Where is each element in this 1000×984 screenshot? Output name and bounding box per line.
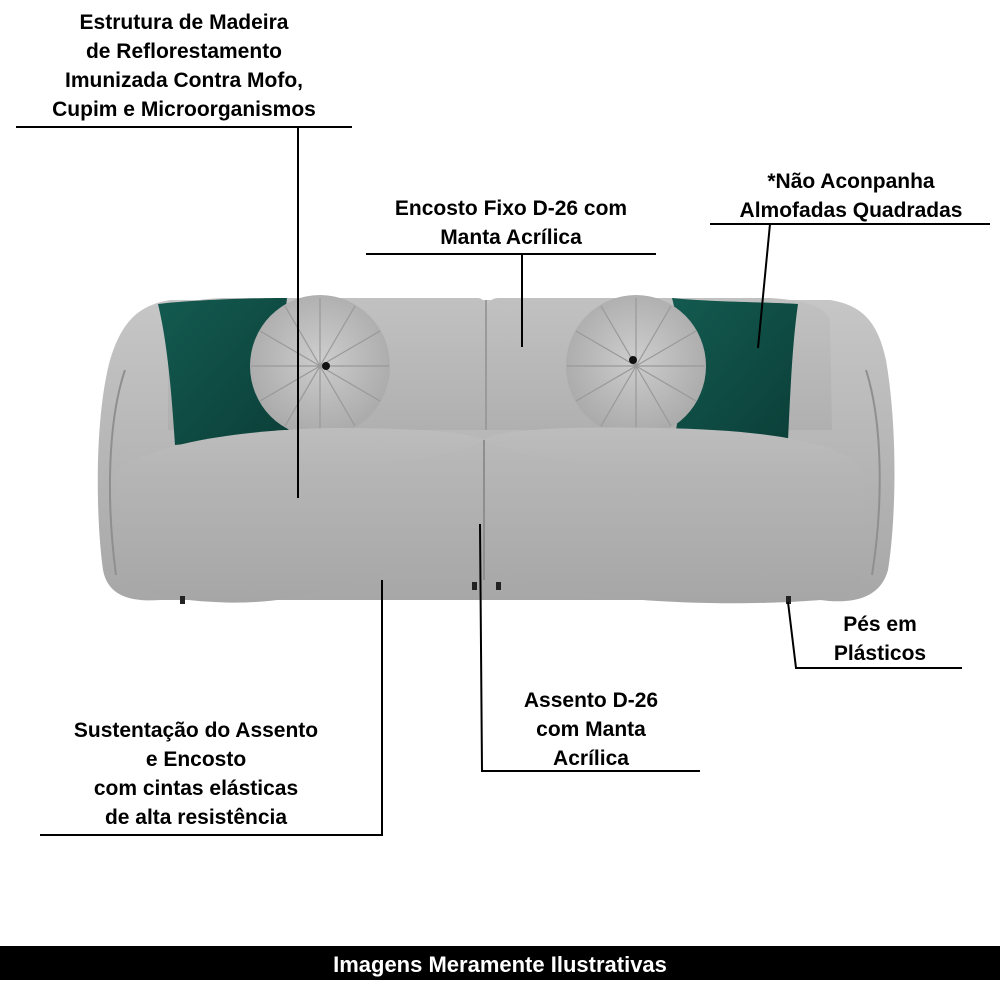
- label-encosto: [366, 194, 656, 252]
- label-almofadas: [710, 167, 992, 225]
- label-estrutura-line-3: Imunizada Contra Mofo,: [65, 69, 303, 92]
- round-pillow-left: [250, 295, 390, 437]
- label-sustentacao-line-1: Sustentação do Assento: [73, 719, 319, 742]
- label-encosto-line-1: Encosto Fixo D-26 com: [394, 197, 628, 220]
- label-encosto-line-2: Manta Acrílica: [440, 226, 582, 249]
- foot-center-right: [496, 582, 501, 590]
- label-pes: [800, 610, 960, 668]
- label-almofadas-line-2: Almofadas Quadradas: [739, 199, 963, 222]
- label-assento-line-1: Assento D-26: [523, 689, 659, 712]
- label-sustentacao: [26, 716, 366, 832]
- label-sustentacao-line-2: e Encosto: [145, 748, 247, 771]
- footer-banner: [0, 946, 1000, 980]
- round-pillow-right: [566, 295, 706, 437]
- label-estrutura-line-1: Estrutura de Madeira: [79, 11, 289, 34]
- label-sustentacao-line-4: de alta resistência: [104, 806, 288, 829]
- label-assento: [488, 686, 694, 773]
- label-estrutura: [18, 8, 350, 124]
- foot-left: [180, 596, 185, 604]
- label-pes-line-1: Pés em: [843, 613, 917, 636]
- label-estrutura-line-4: Cupim e Microorganismos: [52, 98, 316, 121]
- label-pes-line-2: Plásticos: [833, 642, 927, 665]
- label-sustentacao-line-3: com cintas elásticas: [93, 777, 299, 800]
- foot-center-left: [472, 582, 477, 590]
- label-estrutura-line-2: de Reflorestamento: [85, 40, 283, 63]
- footer-text: Imagens Meramente Ilustrativas: [333, 952, 667, 977]
- label-assento-line-3: Acrílica: [553, 747, 629, 770]
- label-almofadas-line-1: *Não Aconpanha: [767, 170, 935, 193]
- label-assento-line-2: com Manta: [536, 718, 646, 741]
